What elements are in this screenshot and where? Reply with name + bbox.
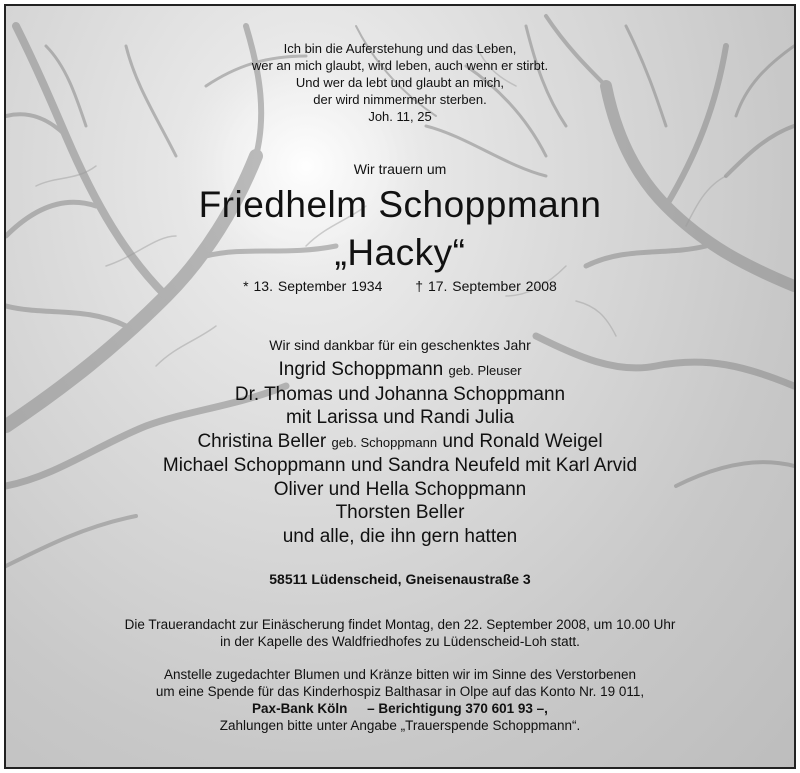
bible-verse — [6, 40, 794, 125]
birth-date: * 13. September 1934 — [243, 278, 383, 294]
thanks-line: Wir sind dankbar für ein geschenktes Jahr — [269, 337, 531, 353]
service-line: Die Trauerandacht zur Einäscherung findet Montag, den 22. September 2008, um 10.00 Uhr — [124, 617, 676, 632]
family-line: und alle, die ihn gern hatten — [282, 525, 518, 547]
family-line: mit Larissa und Randi Julia — [285, 407, 515, 428]
death-date: † 17. September 2008 — [415, 278, 557, 294]
donation-line: Zahlungen bitte unter Angabe „Trauerspende Schoppmann“. — [219, 718, 581, 733]
family-line: Michael Schoppmann und Sandra Neufeld mit Karl Arvid — [162, 455, 638, 476]
family-line: Oliver und Hella Schoppmann — [273, 478, 527, 500]
family-member-rest: und Ronald Weigel — [442, 430, 603, 452]
deceased-name: Friedhelm Schoppmann — [198, 184, 602, 225]
verse-line: Und wer da lebt und glaubt an mich, — [295, 75, 505, 90]
obituary-card — [4, 4, 796, 769]
family-member-name: Christina Beller — [197, 430, 327, 452]
donation-notice — [6, 666, 794, 734]
service-notice — [6, 616, 794, 650]
family-line — [6, 358, 794, 383]
family-line — [6, 430, 794, 455]
family-address: 58511 Lüdenscheid, Gneisenaustraße 3 — [269, 571, 531, 587]
service-line: in der Kapelle des Waldfriedhofes zu Lüdenscheid-Loh statt. — [220, 634, 580, 649]
verse-line: der wird nimmermehr sterben. — [313, 92, 487, 107]
maiden-name-note: geb. Schoppmann — [331, 434, 438, 450]
maiden-name-note: geb. Pleuser — [448, 363, 522, 378]
family-line: Thorsten Beller — [335, 502, 465, 523]
family-line: Dr. Thomas und Johanna Schoppmann — [234, 383, 566, 405]
bank-name: Pax-Bank Köln — [252, 701, 348, 716]
family-member-name: Ingrid Schoppmann — [278, 359, 444, 380]
life-dates — [6, 278, 794, 294]
verse-line: wer an mich glaubt, wird leben, auch wenn er stirbt. — [251, 58, 549, 73]
donation-line: um eine Spende für das Kinderhospiz Balthasar in Olpe auf das Konto Nr. 19 011, — [155, 684, 645, 699]
deceased-nickname: „Hacky“ — [334, 232, 466, 273]
family-list — [6, 358, 794, 548]
mourn-line: Wir trauern um — [353, 161, 447, 177]
verse-reference: Joh. 11, 25 — [368, 109, 432, 124]
bank-routing: – Berichtigung 370 601 93 –, — [367, 701, 548, 716]
donation-line: Anstelle zugedachter Blumen und Kränze bitten wir im Sinne des Verstorbenen — [163, 667, 637, 682]
verse-line: Ich bin die Auferstehung und das Leben, — [283, 41, 517, 56]
bank-details — [6, 700, 794, 717]
